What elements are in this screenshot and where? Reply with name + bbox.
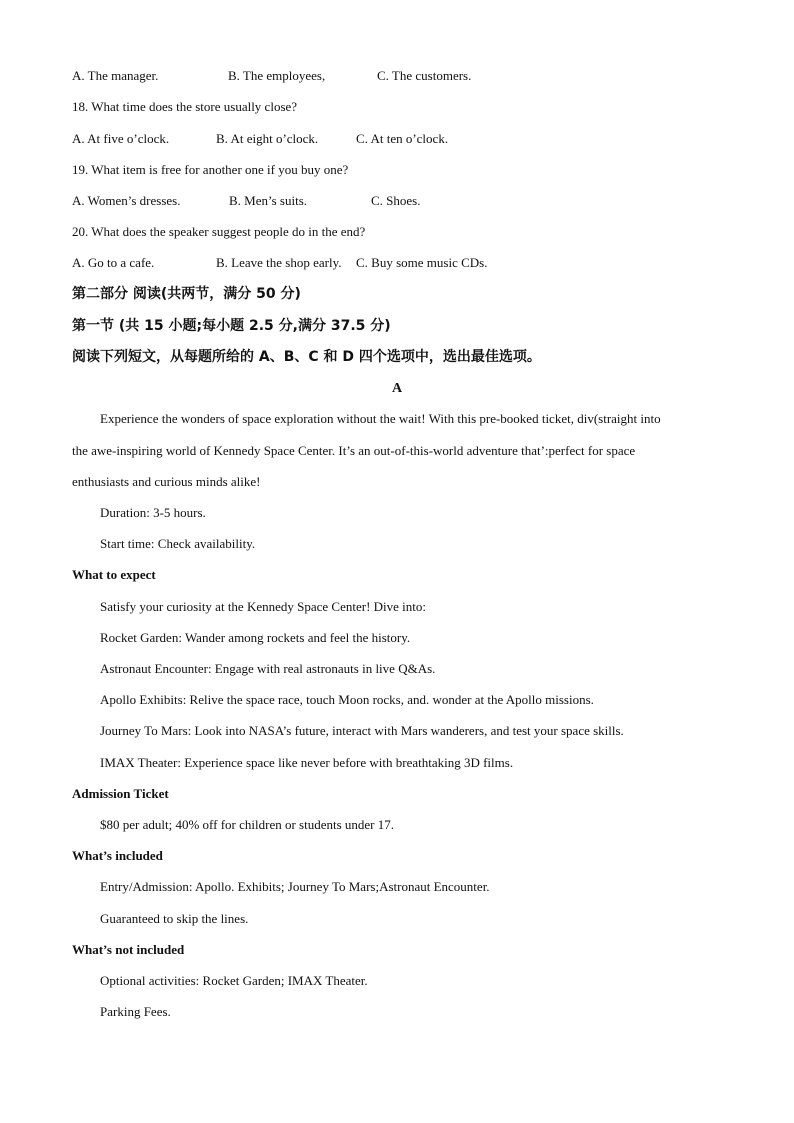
q20-option-a: A. Go to a cafe. (72, 255, 155, 270)
expect-item-astronaut-encounter: Astronaut Encounter: Engage with real astronauts in live Q&As. (100, 661, 436, 676)
included-item-skip-lines: Guaranteed to skip the lines. (100, 911, 249, 926)
expect-item-imax-theater: IMAX Theater: Experience space like never before with breathtaking 3D films. (100, 755, 514, 770)
q18-option-a: A. At five o’clock. (72, 131, 170, 146)
q18-question: 18. What time does the store usually close? (72, 99, 298, 114)
expect-item-journey-to-mars: Journey To Mars: Look into NASA’s future, interact with Mars wanderers, and test your space skills. (100, 723, 624, 738)
expect-heading: What to expect (72, 567, 156, 582)
q20-option-c: C. Buy some music CDs. (356, 255, 488, 270)
q20-option-b: B. Leave the shop early. (216, 255, 342, 270)
not-included-heading: What’s not included (72, 942, 185, 957)
q19-question: 19. What item is free for another one if you buy one? (72, 162, 349, 177)
intro-line-2: the awe-inspiring world of Kennedy Space Center. It’s an out-of-this-world adventure that’:perfect for space (72, 443, 636, 458)
section-instruction: 阅读下列短文，从每题所给的 A、B、C 和 D 四个选项中，选出最佳选项。 (72, 349, 541, 365)
q19-option-b: B. Men’s suits. (229, 193, 308, 208)
expect-item-intro: Satisfy your curiosity at the Kennedy Space Center! Dive into: (100, 599, 427, 614)
expect-item-apollo-exhibits: Apollo Exhibits: Relive the space race, touch Moon rocks, and. wonder at the Apollo missions. (100, 692, 594, 707)
q18-option-b: B. At eight o’clock. (216, 131, 319, 146)
q19-option-a: A. Women’s dresses. (72, 193, 181, 208)
admission-text: $80 per adult; 40% off for children or students under 17. (100, 817, 394, 832)
q17-option-b: B. The employees, (228, 68, 326, 83)
included-item-entry: Entry/Admission: Apollo. Exhibits; Journey To Mars;Astronaut Encounter. (100, 879, 490, 894)
q20-question: 20. What does the speaker suggest people do in the end? (72, 224, 366, 239)
not-included-item-optional: Optional activities: Rocket Garden; IMAX Theater. (100, 973, 368, 988)
q17-option-c: C. The customers. (377, 68, 472, 83)
not-included-item-parking: Parking Fees. (100, 1004, 171, 1019)
start-time: Start time: Check availability. (100, 536, 256, 551)
admission-heading: Admission Ticket (72, 786, 169, 801)
q19-option-c: C. Shoes. (371, 193, 421, 208)
q18-option-c: C. At ten o’clock. (356, 131, 449, 146)
part-title: 第二部分 阅读(共两节，满分 50 分) (72, 286, 301, 302)
intro-line-1: Experience the wonders of space exploration without the wait! With this pre-booked ticket, div(straight into (100, 411, 661, 426)
expect-item-rocket-garden: Rocket Garden: Wander among rockets and feel the history. (100, 630, 411, 645)
passage-label: A (391, 381, 403, 396)
section-subtitle: 第一节 (共 15 小题;每小题 2.5 分,满分 37.5 分) (72, 318, 391, 334)
intro-line-3: enthusiasts and curious minds alike! (72, 474, 261, 489)
q17-option-a: A. The manager. (72, 68, 159, 83)
duration: Duration: 3-5 hours. (100, 505, 206, 520)
included-heading: What’s included (72, 848, 163, 863)
